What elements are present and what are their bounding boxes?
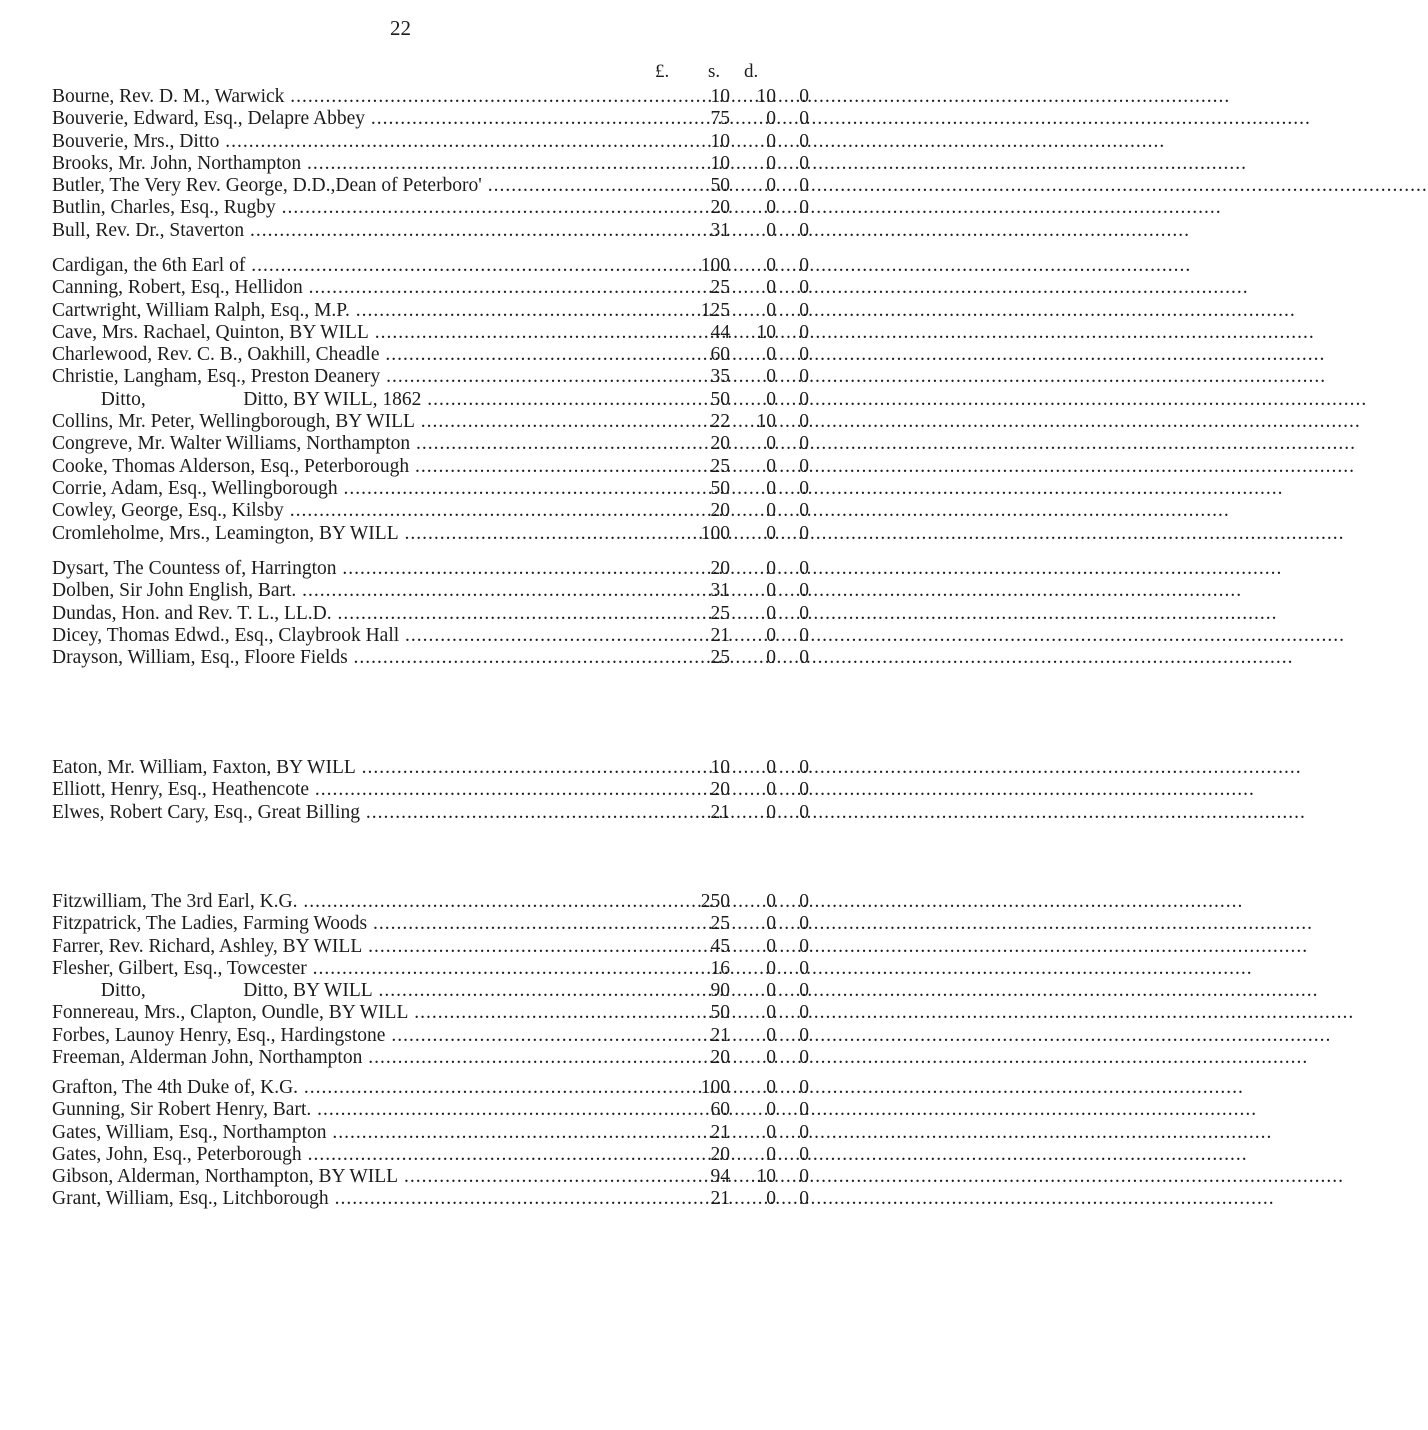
subscriber-name: Dolben, Sir John English, Bart. .....: [52, 580, 677, 602]
amount-pounds: 21: [710, 801, 730, 823]
amount-pounds: 60: [710, 344, 730, 366]
amount-pence: 0: [799, 86, 809, 107]
subscriber-name: Fonnereau, Mrs., Clapton, Oundle, BY WILL .....: [52, 1002, 677, 1024]
amount-shillings: 0: [766, 500, 776, 522]
amount-pounds: 21: [710, 1188, 730, 1210]
amount-shillings: 0: [766, 1077, 776, 1098]
amount-pence: 0: [799, 980, 809, 1002]
amount-pounds: 25: [710, 602, 730, 624]
amount-shillings: 0: [766, 197, 776, 219]
subscriber-name: Dicey, Thomas Edwd., Esq., Claybrook Hall .....: [52, 625, 677, 647]
amount-pence: 0: [799, 801, 809, 823]
amount-pounds: 50: [710, 388, 730, 410]
amount-pounds: 250: [700, 891, 730, 912]
amount-pounds: 21: [710, 624, 730, 646]
subscriber-name: Forbes, Launoy Henry, Esq., Hardingstone .....: [52, 1025, 677, 1047]
subscriber-name: Drayson, William, Esq., Floore Fields .....: [52, 647, 677, 669]
amount-pounds: 44: [710, 321, 730, 343]
amount-pence: 0: [799, 1047, 809, 1069]
subscriber-name: Freeman, Alderman John, Northampton .....: [52, 1047, 677, 1069]
amount-shillings: 0: [766, 1143, 776, 1165]
amount-shillings: 0: [766, 299, 776, 321]
amount-pounds: 100: [700, 522, 730, 544]
amount-shillings: 0: [766, 108, 776, 130]
amount-shillings: 0: [766, 344, 776, 366]
amount-pounds: 20: [710, 433, 730, 455]
amount-shillings: 10: [756, 1166, 776, 1188]
amount-pence: 0: [799, 1166, 809, 1188]
amount-pounds: 75: [710, 108, 730, 130]
amount-pence: 0: [799, 108, 809, 130]
subscriber-name: Gibson, Alderman, Northampton, BY WILL .....: [52, 1166, 677, 1188]
subscriber-name: Elwes, Robert Cary, Esq., Great Billing .....: [52, 802, 677, 824]
amount-pence: 0: [799, 152, 809, 174]
amount-shillings: 0: [766, 219, 776, 241]
subscriber-name: Grant, William, Esq., Litchborough .....: [52, 1188, 677, 1210]
amount-pounds: 22: [710, 411, 730, 433]
amount-shillings: 0: [766, 477, 776, 499]
amount-shillings: 0: [766, 935, 776, 957]
amount-pounds: 25: [710, 913, 730, 935]
amount-pence: 0: [799, 277, 809, 299]
subscriber-name: Bull, Rev. Dr., Staverton .....: [52, 220, 677, 242]
amount-pounds: 10: [710, 86, 730, 107]
amount-pence: 0: [799, 935, 809, 957]
amount-pence: 0: [799, 522, 809, 544]
amount-pounds: 16: [710, 957, 730, 979]
subscriber-name: Butlin, Charles, Esq., Rugby .....: [52, 197, 677, 219]
amount-pence: 0: [799, 913, 809, 935]
amount-shillings: 0: [766, 1121, 776, 1143]
amount-shillings: 0: [766, 624, 776, 646]
amount-pence: 0: [799, 647, 809, 669]
amount-shillings: 0: [766, 757, 776, 778]
amount-pence: 0: [799, 477, 809, 499]
amount-shillings: 0: [766, 366, 776, 388]
subscriber-name: Ditto, Ditto, BY WILL, 1862 .....: [52, 389, 677, 411]
amount-pounds: 100: [700, 1077, 730, 1098]
amount-pence: 0: [799, 1188, 809, 1210]
amount-pounds: 21: [710, 1121, 730, 1143]
subscriber-name: Butler, The Very Rev. George, D.D.,Dean of Peterboro' .....: [52, 175, 677, 197]
amount-pounds: 10: [710, 152, 730, 174]
amount-pounds: 100: [700, 255, 730, 276]
amount-pounds: 25: [710, 277, 730, 299]
amount-shillings: 0: [766, 980, 776, 1002]
pence-header: d.: [744, 61, 759, 82]
amount-pence: 0: [799, 411, 809, 433]
subscriber-name: Christie, Langham, Esq., Preston Deanery .....: [52, 366, 677, 388]
shillings-header: s.: [708, 61, 721, 82]
amount-pence: 0: [799, 255, 809, 276]
amount-shillings: 0: [766, 580, 776, 602]
amount-shillings: 0: [766, 433, 776, 455]
subscriber-name: Fitzpatrick, The Ladies, Farming Woods .....: [52, 913, 677, 935]
amount-shillings: 0: [766, 957, 776, 979]
amount-shillings: 0: [766, 1099, 776, 1121]
subscriber-name: Cardigan, the 6th Earl of .....: [52, 255, 677, 277]
amount-pounds: 50: [710, 477, 730, 499]
amount-pence: 0: [799, 891, 809, 912]
amount-pounds: 20: [710, 1047, 730, 1069]
amount-shillings: 0: [766, 779, 776, 801]
subscriber-name: Charlewood, Rev. C. B., Oakhill, Cheadle .....: [52, 344, 677, 366]
amount-shillings: 0: [766, 130, 776, 152]
subscriber-name: Eaton, Mr. William, Faxton, BY WILL .....: [52, 757, 677, 779]
amount-pounds: 20: [710, 1143, 730, 1165]
amount-pounds: 90: [710, 980, 730, 1002]
subscriber-name: Bouverie, Mrs., Ditto .....: [52, 131, 677, 153]
amount-shillings: 0: [766, 255, 776, 276]
amount-pounds: 20: [710, 500, 730, 522]
subscriber-name: Gates, John, Esq., Peterborough .....: [52, 1144, 677, 1166]
amount-pounds: 125: [700, 299, 730, 321]
amount-pence: 0: [799, 1143, 809, 1165]
amount-pence: 0: [799, 779, 809, 801]
subscriber-name: Canning, Robert, Esq., Hellidon .....: [52, 277, 677, 299]
amount-pence: 0: [799, 558, 809, 579]
amount-shillings: 0: [766, 1002, 776, 1024]
amount-pence: 0: [799, 624, 809, 646]
subscriber-name: Elliott, Henry, Esq., Heathencote .....: [52, 779, 677, 801]
subscriber-name: Cowley, George, Esq., Kilsby .....: [52, 500, 677, 522]
amount-shillings: 0: [766, 1188, 776, 1210]
amount-pence: 0: [799, 197, 809, 219]
subscriber-name: Flesher, Gilbert, Esq., Towcester .....: [52, 958, 677, 980]
amount-pence: 0: [799, 1024, 809, 1046]
subscriber-name: Grafton, The 4th Duke of, K.G. .....: [52, 1077, 677, 1099]
amount-shillings: 0: [766, 522, 776, 544]
subscriber-name: Collins, Mr. Peter, Wellingborough, BY WILL .....: [52, 411, 677, 433]
amount-pounds: 20: [710, 197, 730, 219]
amount-pounds: 35: [710, 366, 730, 388]
subscriber-name: Brooks, Mr. John, Northampton .....: [52, 153, 677, 175]
amount-pence: 0: [799, 1002, 809, 1024]
amount-pounds: 10: [710, 757, 730, 778]
pounds-header: £.: [655, 61, 670, 82]
subscriber-name: Dundas, Hon. and Rev. T. L., LL.D. .....: [52, 603, 677, 625]
amount-pence: 0: [799, 455, 809, 477]
amount-shillings: 10: [756, 86, 776, 107]
subscriber-name: Dysart, The Countess of, Harrington .....: [52, 558, 677, 580]
amount-pence: 0: [799, 1077, 809, 1098]
amount-shillings: 0: [766, 558, 776, 579]
amount-shillings: 0: [766, 388, 776, 410]
amount-pounds: 31: [710, 580, 730, 602]
amount-shillings: 0: [766, 801, 776, 823]
amount-pounds: 45: [710, 935, 730, 957]
page-number: 22: [390, 16, 411, 40]
subscriber-name: Gunning, Sir Robert Henry, Bart. .....: [52, 1099, 677, 1121]
subscriber-name: Bourne, Rev. D. M., Warwick .....: [52, 86, 677, 108]
amount-pounds: 20: [710, 779, 730, 801]
amount-shillings: 10: [756, 411, 776, 433]
subscriber-name: Cave, Mrs. Rachael, Quinton, BY WILL .....: [52, 322, 677, 344]
amount-pounds: 50: [710, 175, 730, 197]
amount-shillings: 10: [756, 321, 776, 343]
amount-pence: 0: [799, 757, 809, 778]
amount-pounds: 20: [710, 558, 730, 579]
amount-pence: 0: [799, 602, 809, 624]
column-headers: [0, 61, 801, 83]
amount-pence: 0: [799, 500, 809, 522]
amount-pounds: 21: [710, 1024, 730, 1046]
amount-shillings: 0: [766, 891, 776, 912]
amount-pence: 0: [799, 175, 809, 197]
amount-shillings: 0: [766, 1047, 776, 1069]
amount-shillings: 0: [766, 913, 776, 935]
subscriber-name: Cooke, Thomas Alderson, Esq., Peterborough .....: [52, 456, 677, 478]
amount-pounds: 60: [710, 1099, 730, 1121]
amount-pence: 0: [799, 299, 809, 321]
amount-pence: 0: [799, 366, 809, 388]
amount-pence: 0: [799, 580, 809, 602]
subscriber-name: Farrer, Rev. Richard, Ashley, BY WILL .....: [52, 936, 677, 958]
amount-shillings: 0: [766, 175, 776, 197]
amount-shillings: 0: [766, 455, 776, 477]
amount-pence: 0: [799, 130, 809, 152]
amount-pounds: 25: [710, 647, 730, 669]
amount-pence: 0: [799, 433, 809, 455]
subscriber-name: Corrie, Adam, Esq., Wellingborough .....: [52, 478, 677, 500]
subscriber-name: Ditto, Ditto, BY WILL .....: [52, 980, 677, 1002]
amount-pounds: 94: [710, 1166, 730, 1188]
amount-pounds: 31: [710, 219, 730, 241]
amount-pence: 0: [799, 344, 809, 366]
amount-shillings: 0: [766, 602, 776, 624]
subscriber-name: Bouverie, Edward, Esq., Delapre Abbey .....: [52, 108, 677, 130]
amount-shillings: 0: [766, 1024, 776, 1046]
amount-shillings: 0: [766, 152, 776, 174]
amount-shillings: 0: [766, 277, 776, 299]
subscriber-name: Fitzwilliam, The 3rd Earl, K.G. .....: [52, 891, 677, 913]
subscriber-name: Cromleholme, Mrs., Leamington, BY WILL .....: [52, 523, 677, 545]
amount-pence: 0: [799, 219, 809, 241]
amount-pounds: 25: [710, 455, 730, 477]
amount-shillings: 0: [766, 647, 776, 669]
amount-pounds: 50: [710, 1002, 730, 1024]
subscriber-name: Congreve, Mr. Walter Williams, Northampton .....: [52, 433, 677, 455]
amount-pence: 0: [799, 1121, 809, 1143]
amount-pence: 0: [799, 1099, 809, 1121]
subscriber-name: Cartwright, William Ralph, Esq., M.P. .....: [52, 300, 677, 322]
subscriber-name: Gates, William, Esq., Northampton .....: [52, 1122, 677, 1144]
amount-pounds: 10: [710, 130, 730, 152]
amount-pence: 0: [799, 388, 809, 410]
amount-pence: 0: [799, 957, 809, 979]
amount-pence: 0: [799, 321, 809, 343]
